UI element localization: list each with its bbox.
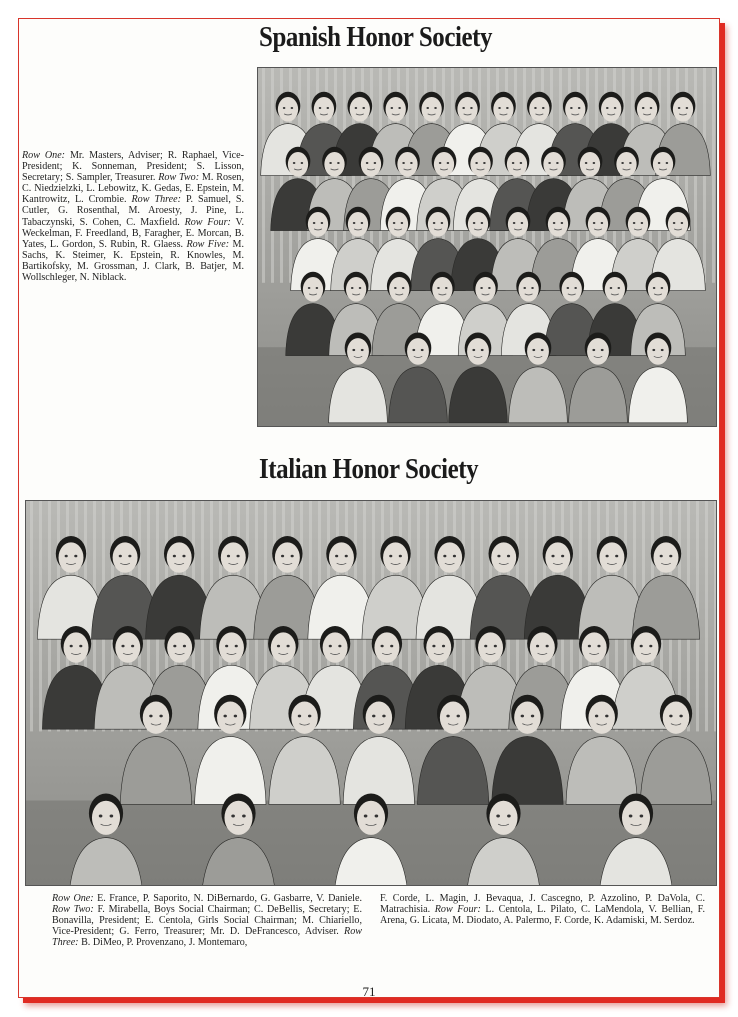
page-number: 71 — [362, 984, 376, 999]
spanish-society-title: Spanish Honor Society — [259, 21, 493, 53]
spanish-society-caption: Row One: Mr. Masters, Adviser; R. Raphael, Vice-President; K. Sonneman, President; S. Lisson, Secretary; S. Sampler, Treasurer. Row Two: M. Rosen, C. Niedzielzki, L. Lebowitz, K. Gedas, E. Epstein, M. Kantrowitz, L. Crombie. Row Three: P. Samuel, S. Cutler, G. Rosenthal, M. Aroesty, J. Pine, L. Tabaczynski, S. Cohen, C. Maxfield. Row Four: V. Weckelman, F. Freedland, B, Faragher, E. Morcan, B. Yates, L. Gordon, S. Rubin, R. Glaess. Row Five: M. Sachs, K. Steimer, K. Epstein, R. Knowles, M. Bartikofsky, M. Grossman, J. Clark, B. Batjer, M. Wollschleger, N. Niblack. — [22, 150, 244, 284]
yearbook-page — [18, 18, 720, 998]
italian-society-caption-right: F. Corde, L. Magin, J. Bevaqua, J. Cascegno, P. Azzolino, P. DaVola, C. Matrachisia. Row Four: L. Centola, L. Pilato, C. LaMendola, V. Bellian, F. Arena, G. Licata, M. Diodato, A. Palermo, F. Corde, K. Adamiski, M. Serdoz. — [380, 893, 705, 927]
spanish-society-group-photo — [257, 67, 717, 427]
italian-society-caption-left: Row One: E. France, P. Saporito, N. DiBernardo, G. Gasbarre, V. Daniele. Row Two: F. Mirabella, Boys Social Chairman; C. DeBellis, Secretary; E. Bonavilla, President; E. Centola, Girls Social Chairman; M. Chiariello, Vice-President; G. Ferro, Treasurer; Mr. D. DeFrancesco, Adviser. Row Three: B. DiMeo, P. Provenzano, J. Montemaro, — [52, 893, 362, 949]
italian-society-group-photo — [25, 500, 717, 886]
italian-society-title: Italian Honor Society — [259, 453, 479, 485]
